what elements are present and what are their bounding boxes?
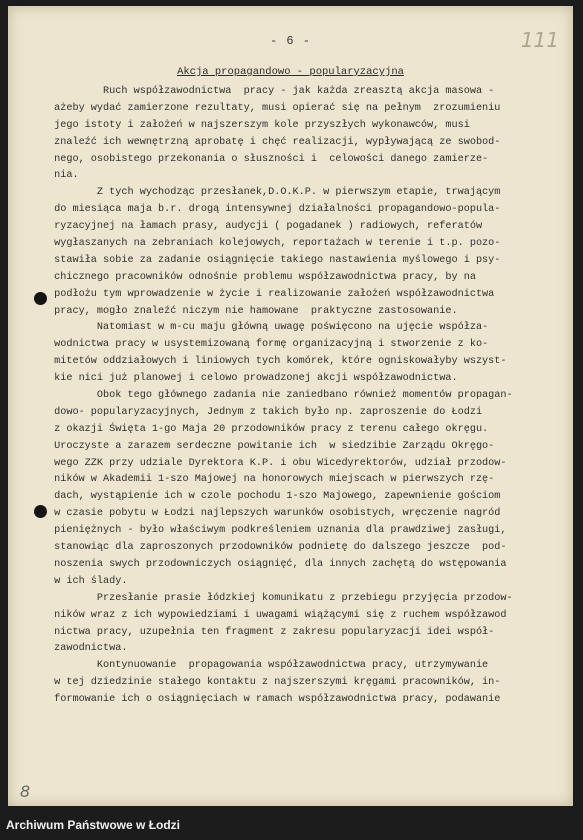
text-line: mitetów oddziałowych i liniowych tych komórek, które ogniskowałyby wszyst- bbox=[48, 356, 507, 368]
text-line: dowo- popularyzacyjnych, Jednym z takich było np. zaproszenie do Łodzi bbox=[48, 406, 483, 418]
text-line: stawiła sobie za zadanie osiągnięcie takiego nastawienia myślowego i psy- bbox=[48, 254, 501, 266]
text-line: ryzacyjnej na łamach prasy, audycji ( pogadanek ) radiowych, referatów bbox=[48, 221, 483, 233]
text-line: wego ZZK przy udziale Dyrektora K.P. i obu Wicedyrektorów, udział przodow- bbox=[48, 457, 507, 469]
archive-footer bbox=[0, 808, 583, 840]
text-line: w tej dziedzinie stałego kontaktu z najszerszymi kręgami pracowników, in- bbox=[48, 677, 501, 689]
text-line: Natomiast w m-cu maju główną uwagę poświęcono na ujęcie współza- bbox=[48, 322, 489, 334]
corner-number: 8 bbox=[20, 782, 31, 801]
text-line: ażeby wydać zamierzone rezultaty, musi opierać się na pełnym zrozumieniu bbox=[48, 102, 501, 114]
text-line: chicznego pracowników odnośnie problemu współzawodnictwa pracy, by na bbox=[48, 271, 476, 283]
text-line: kie nici już planowej i celowo prowadzonej akcji współzawodnictwa. bbox=[48, 373, 458, 385]
text-line: nictwa pracy, uzupełnia ten fragment z zakresu popularyzacji idei współ- bbox=[48, 626, 495, 638]
text-line: noszenia swych przodowniczych osiągnięć, dla innych zachętą do wstępowania bbox=[48, 558, 507, 570]
text-line: ników wraz z ich wypowiedziami i uwagami wiążącymi się z ruchem współzawod bbox=[48, 609, 507, 621]
text-line: do miesiąca maja b.r. drogą intensywnej działalności propagandowo-popula- bbox=[48, 204, 501, 216]
text-line: zawodnictwa. bbox=[48, 643, 128, 655]
punch-hole-top bbox=[34, 292, 47, 305]
text-line: formowanie ich o osiągnięciach w ramach współzawodnictwa pracy, podawanie bbox=[48, 694, 501, 706]
text-line: pieniężnych - było właściwym podkreśleniem uznania dla prawdziwej zasługi, bbox=[48, 525, 507, 537]
text-line: Ruch współzawodnictwa pracy - jak każda zreasztą akcja masowa - bbox=[48, 86, 495, 97]
text-line: Uroczyste a zarazem serdeczne powitanie ich w siedzibie Zarządu Okręgo- bbox=[48, 440, 495, 452]
text-line: Przesłanie prasie łódzkiej komunikatu z przebiegu przyjęcia przodow- bbox=[48, 592, 513, 604]
text-line: wodnictwa pracy w usystemizowaną formę organizacyjną i stworzenie z ko- bbox=[48, 339, 489, 351]
punch-hole-bottom bbox=[34, 505, 47, 518]
document-title: Akcja propagandowo - popularyzacyjna bbox=[177, 66, 404, 78]
text-line: pracy, mogło znaleźć niczym nie hamowane praktyczne zastosowanie. bbox=[48, 305, 458, 317]
text-line: znaleźć ich wewnętrzną aprobatę i chęć realizacji, wypływającą ze swobod- bbox=[48, 136, 501, 148]
document-body bbox=[48, 84, 568, 709]
text-line: Obok tego głównego zadania nie zaniedbano również momentów propagan- bbox=[48, 390, 513, 402]
text-line: w czasie pobytu w Łodzi najlepszych warunków osobistych, wręczenie nagród bbox=[48, 508, 501, 520]
archive-label: Archiwum Państwowe w Łodzi bbox=[6, 818, 181, 832]
text-line: ników w Akademii 1-szo Majowej na honorowych miejscach w pierwszych rzę- bbox=[48, 474, 495, 486]
archive-number: 111 bbox=[520, 28, 559, 52]
text-line: jego istoty i założeń w najszerszym kole przyszłych wykonawców, musi bbox=[48, 119, 470, 131]
text-line: stanowiąc dla zaproszonych przodowników podnietę do dalszego jeszcze pod- bbox=[48, 542, 507, 554]
text-line: dach, wystąpienie ich w czole pochodu 1-szo Majowego, zapewnienie gościom bbox=[48, 491, 501, 503]
text-line: nia. bbox=[48, 170, 79, 182]
text-line: w ich ślady. bbox=[48, 575, 128, 587]
text-line: Z tych wychodząc przesłanek,D.O.K.P. w pierwszym etapie, trwającym bbox=[48, 187, 501, 199]
text-line: podłożu tym wprowadzenie w życie i realizowanie założeń współzawodnictwa bbox=[48, 288, 495, 300]
text-line: nego, osobistego przekonania o słuszności i celowości danego zamierze- bbox=[48, 153, 489, 165]
page-number: - 6 - bbox=[269, 34, 311, 48]
text-line: Kontynuowanie propagowania współzawodnictwa pracy, utrzymywanie bbox=[48, 660, 489, 672]
text-line: z okazji Święta 1-go Maja 20 przodowników pracy z terenu całego okręgu. bbox=[48, 423, 489, 435]
text-line: wygłaszanych na zebraniach kolejowych, reportażach w terenie i t.p. pozo- bbox=[48, 238, 501, 250]
document-page bbox=[8, 6, 573, 806]
